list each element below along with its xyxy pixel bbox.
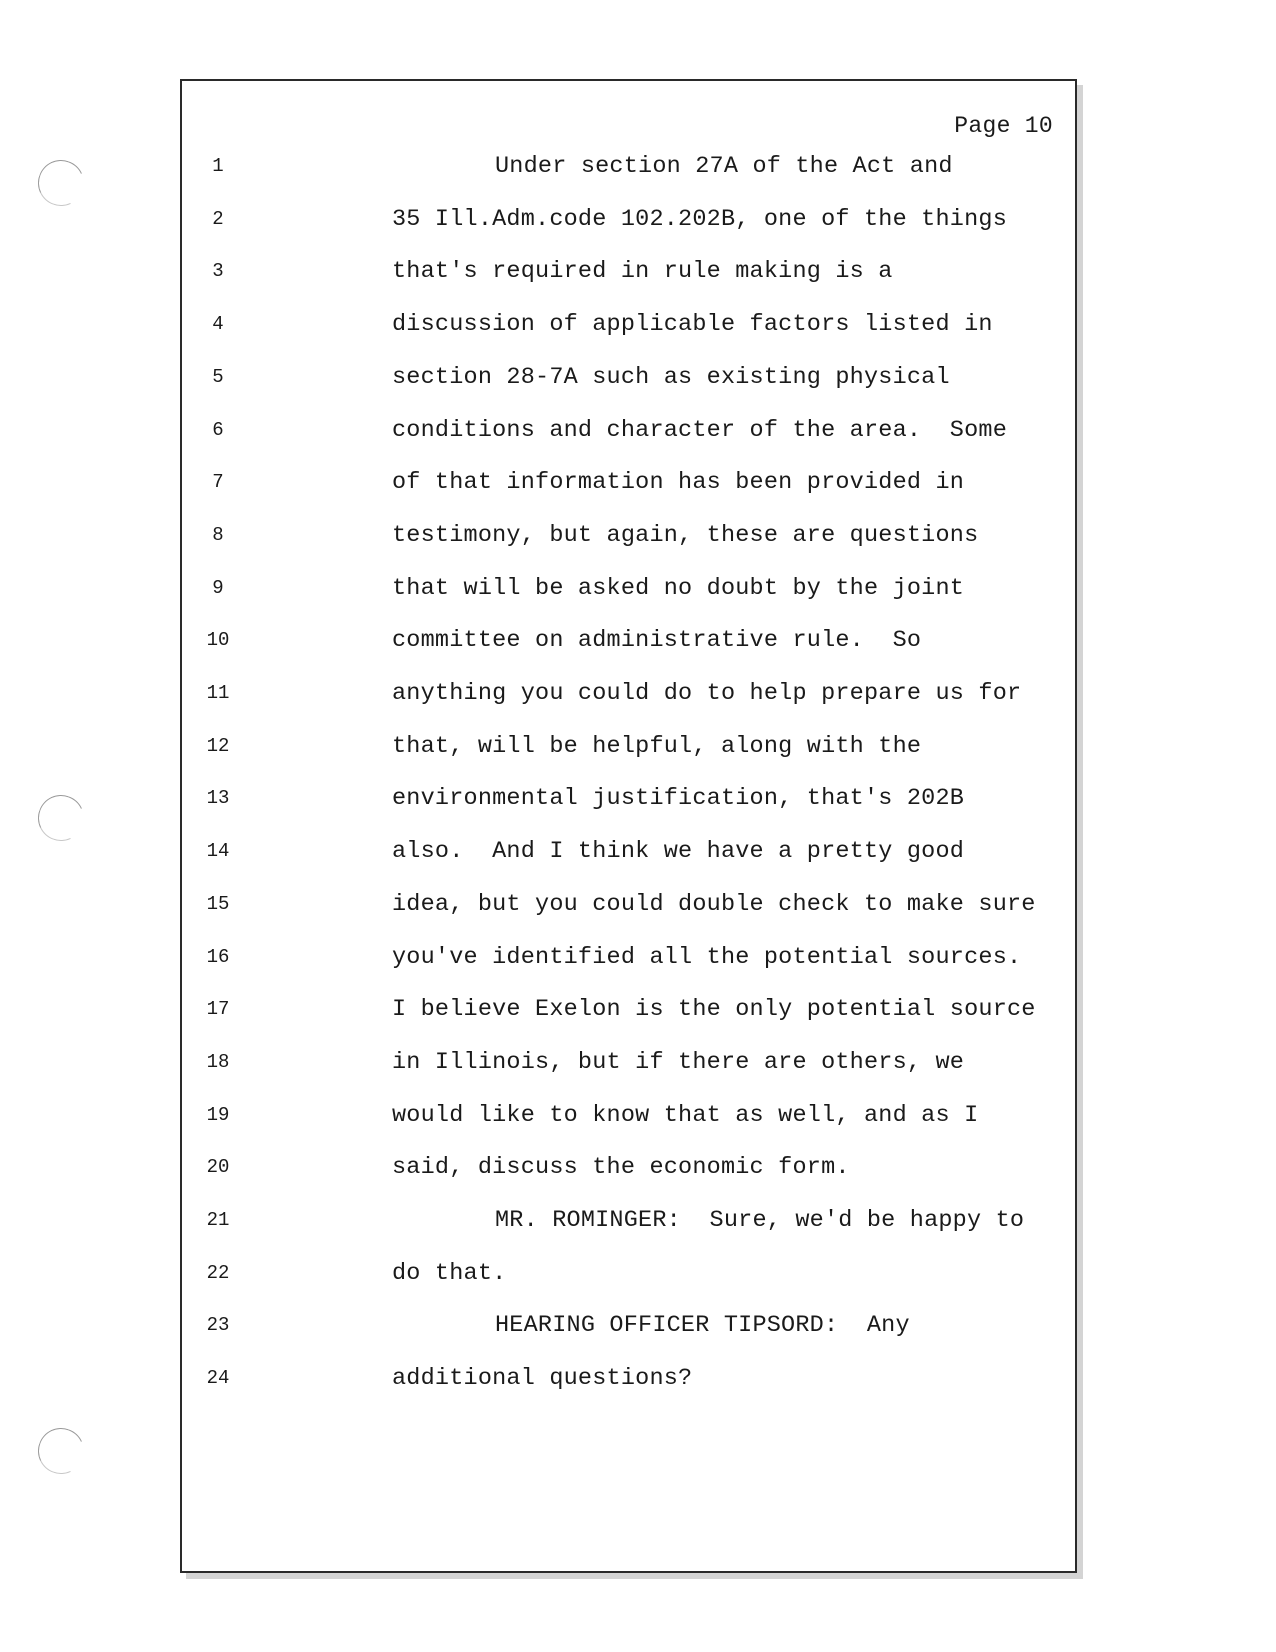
line-number: 3 bbox=[212, 260, 224, 283]
line-text: I believe Exelon is the only potential source bbox=[392, 996, 1036, 1024]
transcript-line bbox=[182, 518, 1079, 571]
transcript-line bbox=[182, 1203, 1079, 1256]
line-number: 4 bbox=[212, 313, 224, 336]
transcript-line bbox=[182, 149, 1079, 202]
line-text: HEARING OFFICER TIPSORD: Any bbox=[495, 1312, 910, 1340]
transcript-line bbox=[182, 202, 1079, 255]
line-text: that, will be helpful, along with the bbox=[392, 732, 922, 760]
line-text: would like to know that as well, and as I bbox=[392, 1101, 979, 1129]
line-number: 19 bbox=[206, 1103, 230, 1126]
line-number: 7 bbox=[212, 471, 224, 494]
transcript-line bbox=[182, 571, 1079, 624]
line-text: of that information has been provided in bbox=[392, 469, 965, 497]
line-text: MR. ROMINGER: Sure, we'd be happy to bbox=[495, 1207, 1025, 1234]
transcript-line bbox=[182, 1098, 1079, 1151]
transcript-line bbox=[182, 834, 1079, 887]
page-number: Page 10 bbox=[954, 113, 1053, 139]
line-text: anything you could do to help prepare us for bbox=[392, 680, 1022, 707]
line-number: 22 bbox=[206, 1261, 230, 1284]
line-number: 18 bbox=[206, 1050, 230, 1073]
transcript-line bbox=[182, 781, 1079, 834]
transcript-line bbox=[182, 1361, 1079, 1414]
line-number: 5 bbox=[212, 365, 224, 388]
transcript-line bbox=[182, 254, 1079, 307]
line-text: also. And I think we have a pretty good bbox=[392, 838, 965, 866]
line-text: additional questions? bbox=[392, 1365, 693, 1393]
transcript-line bbox=[182, 887, 1079, 940]
transcript-line bbox=[182, 676, 1079, 729]
line-text: 35 Ill.Adm.code 102.202B, one of the things bbox=[392, 205, 1007, 233]
transcript-line bbox=[182, 1308, 1079, 1361]
line-number: 23 bbox=[206, 1314, 230, 1337]
line-number: 12 bbox=[206, 734, 230, 757]
line-text: do that. bbox=[392, 1259, 507, 1287]
transcript-line bbox=[182, 729, 1079, 782]
binder-hole-top bbox=[32, 154, 91, 213]
line-number: 15 bbox=[206, 892, 230, 915]
line-number: 21 bbox=[206, 1209, 230, 1231]
line-number: 2 bbox=[212, 207, 224, 230]
transcript-line bbox=[182, 1045, 1079, 1098]
line-text: testimony, but again, these are questions bbox=[392, 521, 979, 549]
line-text: you've identified all the potential sources. bbox=[392, 943, 1022, 971]
transcript-line bbox=[182, 465, 1079, 518]
transcript-line bbox=[182, 1150, 1079, 1203]
transcript-line bbox=[182, 1256, 1079, 1309]
line-number: 9 bbox=[212, 576, 224, 599]
line-number: 8 bbox=[212, 523, 224, 546]
line-text: section 28-7A such as existing physical bbox=[392, 363, 950, 391]
line-text: in Illinois, but if there are others, we bbox=[392, 1048, 965, 1076]
line-number: 6 bbox=[212, 418, 224, 441]
transcript-line bbox=[182, 307, 1079, 360]
line-text: idea, but you could double check to make sure bbox=[392, 890, 1036, 918]
transcript-line bbox=[182, 413, 1079, 466]
binder-hole-bottom bbox=[32, 1422, 91, 1481]
line-text: said, discuss the economic form. bbox=[392, 1154, 850, 1182]
transcript-line bbox=[182, 360, 1079, 413]
line-text: committee on administrative rule. So bbox=[392, 627, 922, 655]
line-text: Under section 27A of the Act and bbox=[495, 153, 953, 180]
line-number: 1 bbox=[212, 155, 224, 177]
line-text: conditions and character of the area. Some bbox=[392, 416, 1007, 444]
line-number: 13 bbox=[206, 787, 230, 810]
line-number: 17 bbox=[206, 998, 230, 1021]
transcript-line bbox=[182, 940, 1079, 993]
line-number: 16 bbox=[206, 945, 230, 968]
line-text: that's required in rule making is a bbox=[392, 258, 893, 286]
line-text: that will be asked no doubt by the joint bbox=[392, 574, 965, 602]
line-number: 20 bbox=[206, 1156, 230, 1179]
line-number: 14 bbox=[206, 840, 230, 863]
line-number: 24 bbox=[206, 1367, 230, 1390]
transcript-line bbox=[182, 623, 1079, 676]
transcript-page bbox=[180, 79, 1077, 1573]
line-text: discussion of applicable factors listed in bbox=[392, 311, 993, 339]
binder-hole-middle bbox=[32, 789, 91, 848]
line-number: 11 bbox=[206, 682, 230, 704]
line-text: environmental justification, that's 202B bbox=[392, 785, 965, 813]
line-number: 10 bbox=[206, 629, 230, 652]
transcript-line bbox=[182, 992, 1079, 1045]
